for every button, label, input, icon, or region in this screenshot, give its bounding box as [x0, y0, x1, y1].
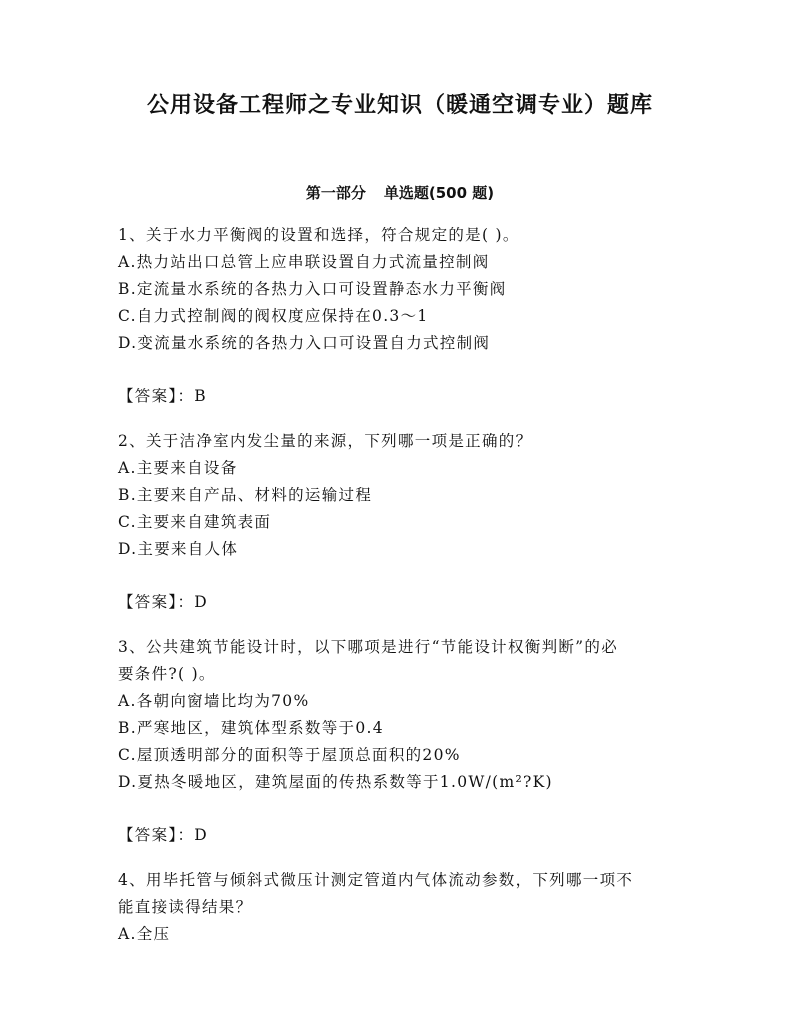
section-type: 单选题(500 题): [383, 184, 495, 202]
question-2: [118, 428, 688, 616]
answer-line: 【答案】：B: [118, 387, 207, 405]
option-d: D.主要来自人体: [118, 540, 239, 558]
option-d: D.变流量水系统的各热力入口可设置自力式控制阀: [118, 334, 491, 352]
question-stem: 3、公共建筑节能设计时，以下哪项是进行“节能设计权衡判断”的必: [118, 638, 619, 656]
question-stem-continued: 要条件?( )。: [118, 665, 216, 683]
section-part: 第一部分: [305, 184, 366, 202]
option-a: A.热力站出口总管上应串联设置自力式流量控制阀: [118, 253, 490, 271]
question-1: [118, 222, 688, 410]
question-stem: 4、用毕托管与倾斜式微压计测定管道内气体流动参数，下列哪一项不: [118, 871, 634, 889]
answer-line: 【答案】：D: [118, 826, 208, 844]
option-a: A.各朝向窗墙比均为70%: [118, 692, 310, 710]
option-a: A.全压: [118, 925, 171, 943]
question-stem: 2、关于洁净室内发尘量的来源，下列哪一项是正确的？: [118, 432, 533, 450]
option-b: B.主要来自产品、材料的运输过程: [118, 486, 373, 504]
question-3: [118, 634, 688, 849]
option-c: C.自力式控制阀的阀权度应保持在0.3～1: [118, 307, 429, 325]
option-c: C.屋顶透明部分的面积等于屋顶总面积的20%: [118, 746, 461, 764]
document-title: 公用设备工程师之专业知识（暖通空调专业）题库: [146, 93, 653, 118]
option-d: D.夏热冬暖地区，建筑屋面的传热系数等于1.0W/(m²?K): [118, 773, 553, 791]
option-b: B.定流量水系统的各热力入口可设置静态水力平衡阀: [118, 280, 507, 298]
option-a: A.主要来自设备: [118, 459, 238, 477]
option-b: B.严寒地区，建筑体型系数等于0.4: [118, 719, 384, 737]
section-heading: [0, 182, 800, 203]
answer-line: 【答案】：D: [118, 593, 208, 611]
question-stem-continued: 能直接读得结果？: [118, 898, 253, 916]
question-stem: 1、关于水力平衡阀的设置和选择，符合规定的是( )。: [118, 226, 520, 244]
option-c: C.主要来自建筑表面: [118, 513, 272, 531]
question-list: [118, 222, 688, 948]
question-4: [118, 867, 688, 948]
